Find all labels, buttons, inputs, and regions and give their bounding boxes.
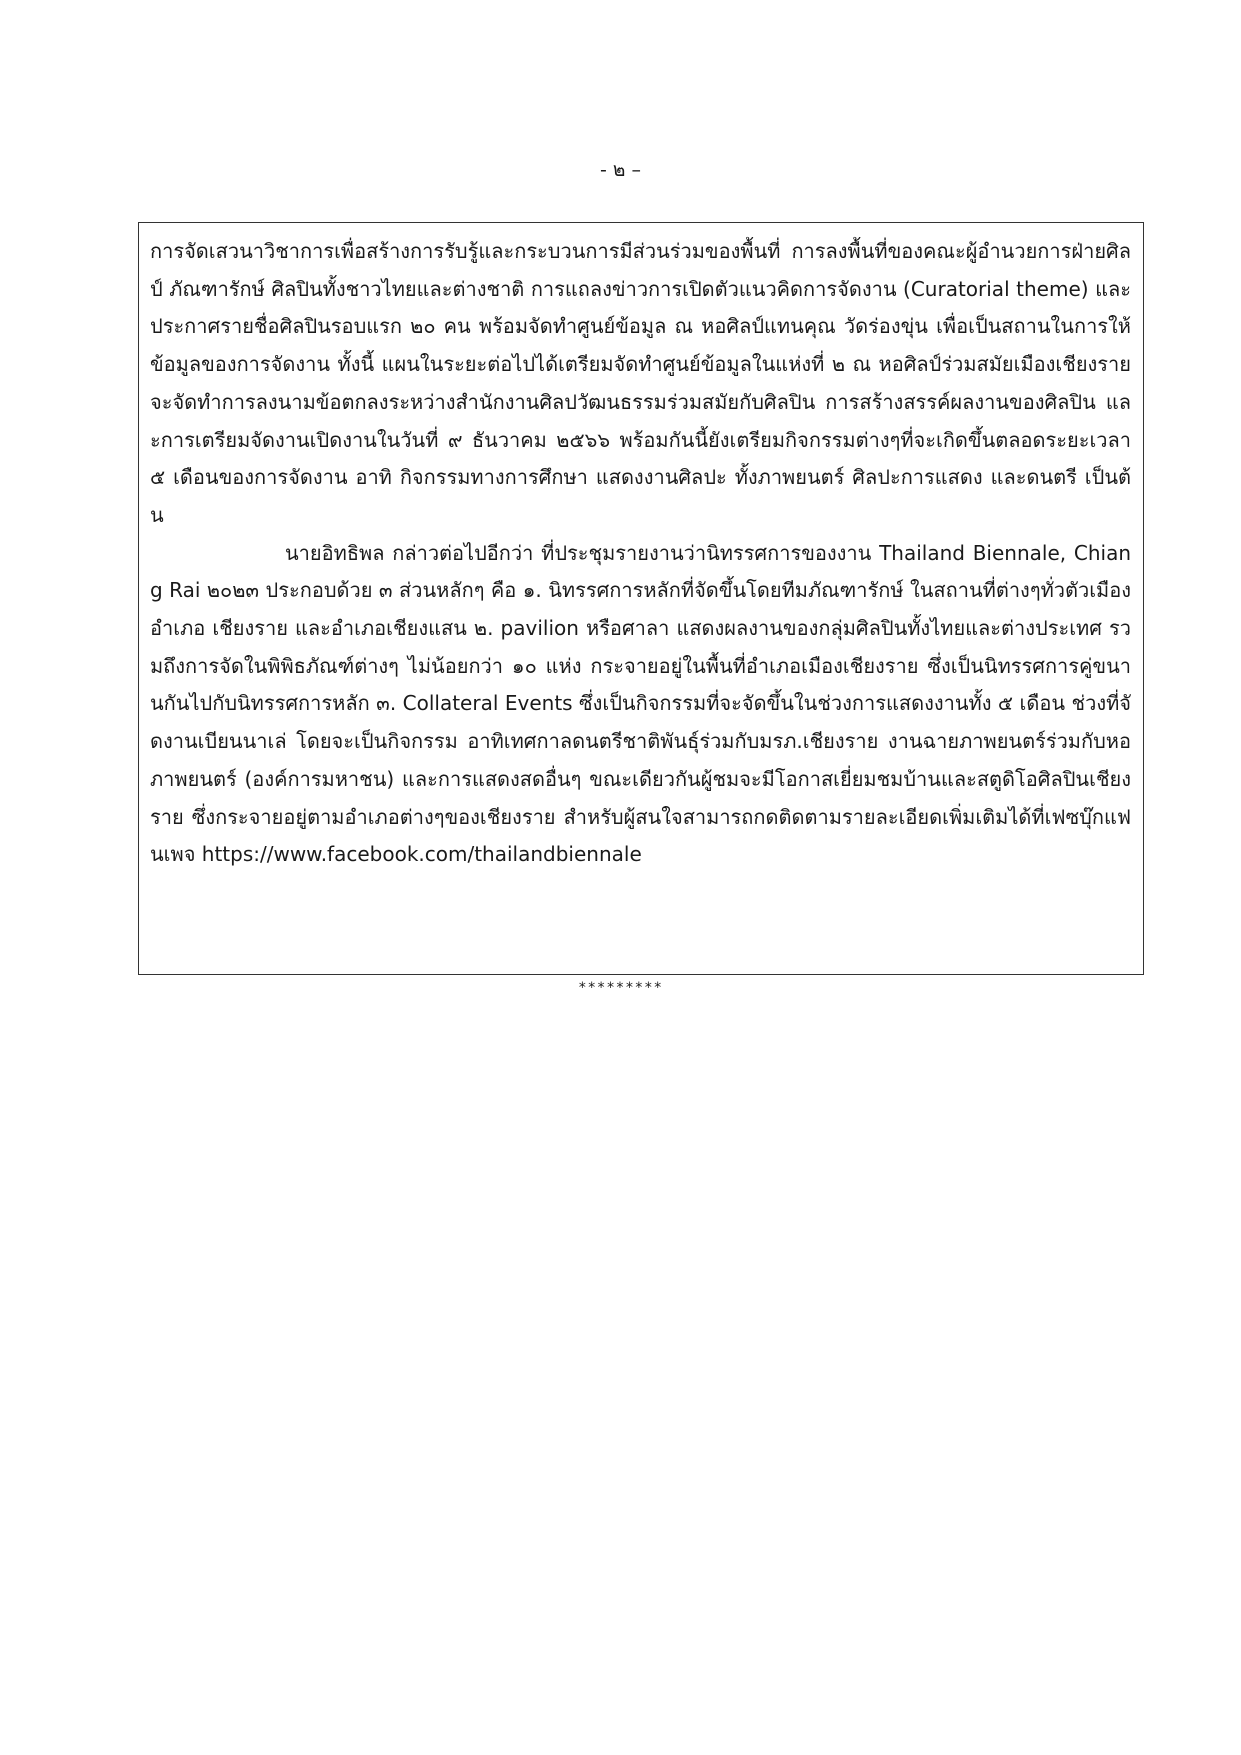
page-number: - ๒ – bbox=[600, 159, 641, 181]
body-paragraph-1: การจัดเสวนาวิชาการเพื่อสร้างการรับรู้และกระบวนการมีส่วนร่วมของพื้นที่ การลงพื้นที่ของคณะผู้อำนวยการฝ่ายศิลป์ ภัณฑารักษ์ ศิลปินทั้งชาวไทยและต่างชาติ การแถลงข่าวการเปิดตัวแนวคิดการจัดงาน (Curatorial theme) และประกาศรายชื่อศิลปินรอบแรก ๒๐ คน พร้อมจัดทำศูนย์ข้อมูล ณ หอศิลป์แทนคุณ วัดร่องขุ่น เพื่อเป็นสถานในการให้ข้อมูลของการจัดงาน ทั้งนี้ แผนในระยะต่อไปได้เตรียมจัดทำศูนย์ข้อมูลในแห่งที่ ๒ ณ หอศิลป์ร่วมสมัยเมืองเชียงราย จะจัดทำการลงนามข้อตกลงระหว่างสำนักงานศิลปวัฒนธรรมร่วมสมัยกับศิลปิน การสร้างสรรค์ผลงานของศิลปิน และการเตรียมจัดงานเปิดงานในวันที่ ๙ ธันวาคม ๒๕๖๖ พร้อมกันนี้ยังเตรียมกิจกรรมต่างๆที่จะเกิดขึ้นตลอดระยะเวลา ๕ เดือนของการจัดงาน อาทิ กิจกรรมทางการศึกษา แสดงงานศิลปะ ทั้งภาพยนตร์ ศิลปะการแสดง และดนตรี เป็นต้น bbox=[150, 239, 1132, 527]
content-box bbox=[138, 222, 1144, 975]
body-paragraph-2: นายอิทธิพล กล่าวต่อไปอีกว่า ที่ประชุมรายงานว่านิทรรศการของงาน Thailand Biennale, Chiang Rai ๒๐๒๓ ประกอบด้วย ๓ ส่วนหลักๆ คือ ๑. นิทรรศการหลักที่จัดขึ้นโดยทีมภัณฑารักษ์ ในสถานที่ต่างๆทั่วตัวเมืองอำเภอ เชียงราย และอำเภอเชียงแสน ๒. pavilion หรือศาลา แสดงผลงานของกลุ่มศิลปินทั้งไทยและต่างประเทศ รวมถึงการจัดในพิพิธภัณฑ์ต่างๆ ไม่น้อยกว่า ๑๐ แห่ง กระจายอยู่ในพื้นที่อำเภอเมืองเชียงราย ซึ่งเป็นนิทรรศการคู่ขนานกันไปกับนิทรรศการหลัก ๓. Collateral Events ซึ่งเป็นกิจกรรมที่จะจัดขึ้นในช่วงการแสดงงานทั้ง ๕ เดือน ช่วงที่จัดงานเบียนนาเล่ โดยจะเป็นกิจกรรม อาทิเทศกาลดนตรีชาติพันธุ์ร่วมกับมรภ.เชียงราย งานฉายภาพยนตร์ร่วมกับหอภาพยนตร์ (องค์การมหาชน) และการแสดงสดอื่นๆ ขณะเดียวกันผู้ชมจะมีโอกาสเยี่ยมชมบ้านและสตูดิโอศิลปินเชียงราย ซึ่งกระจายอยู่ตามอำเภอต่างๆของเชียงราย สำหรับผู้สนใจสามารถกดติดตามรายละเอียดเพิ่มเติมได้ที่เฟซบุ๊กแฟนเพจ https://www.facebook.com/thailandbiennale bbox=[150, 540, 1131, 867]
end-of-document-mark: ********* bbox=[578, 980, 663, 996]
